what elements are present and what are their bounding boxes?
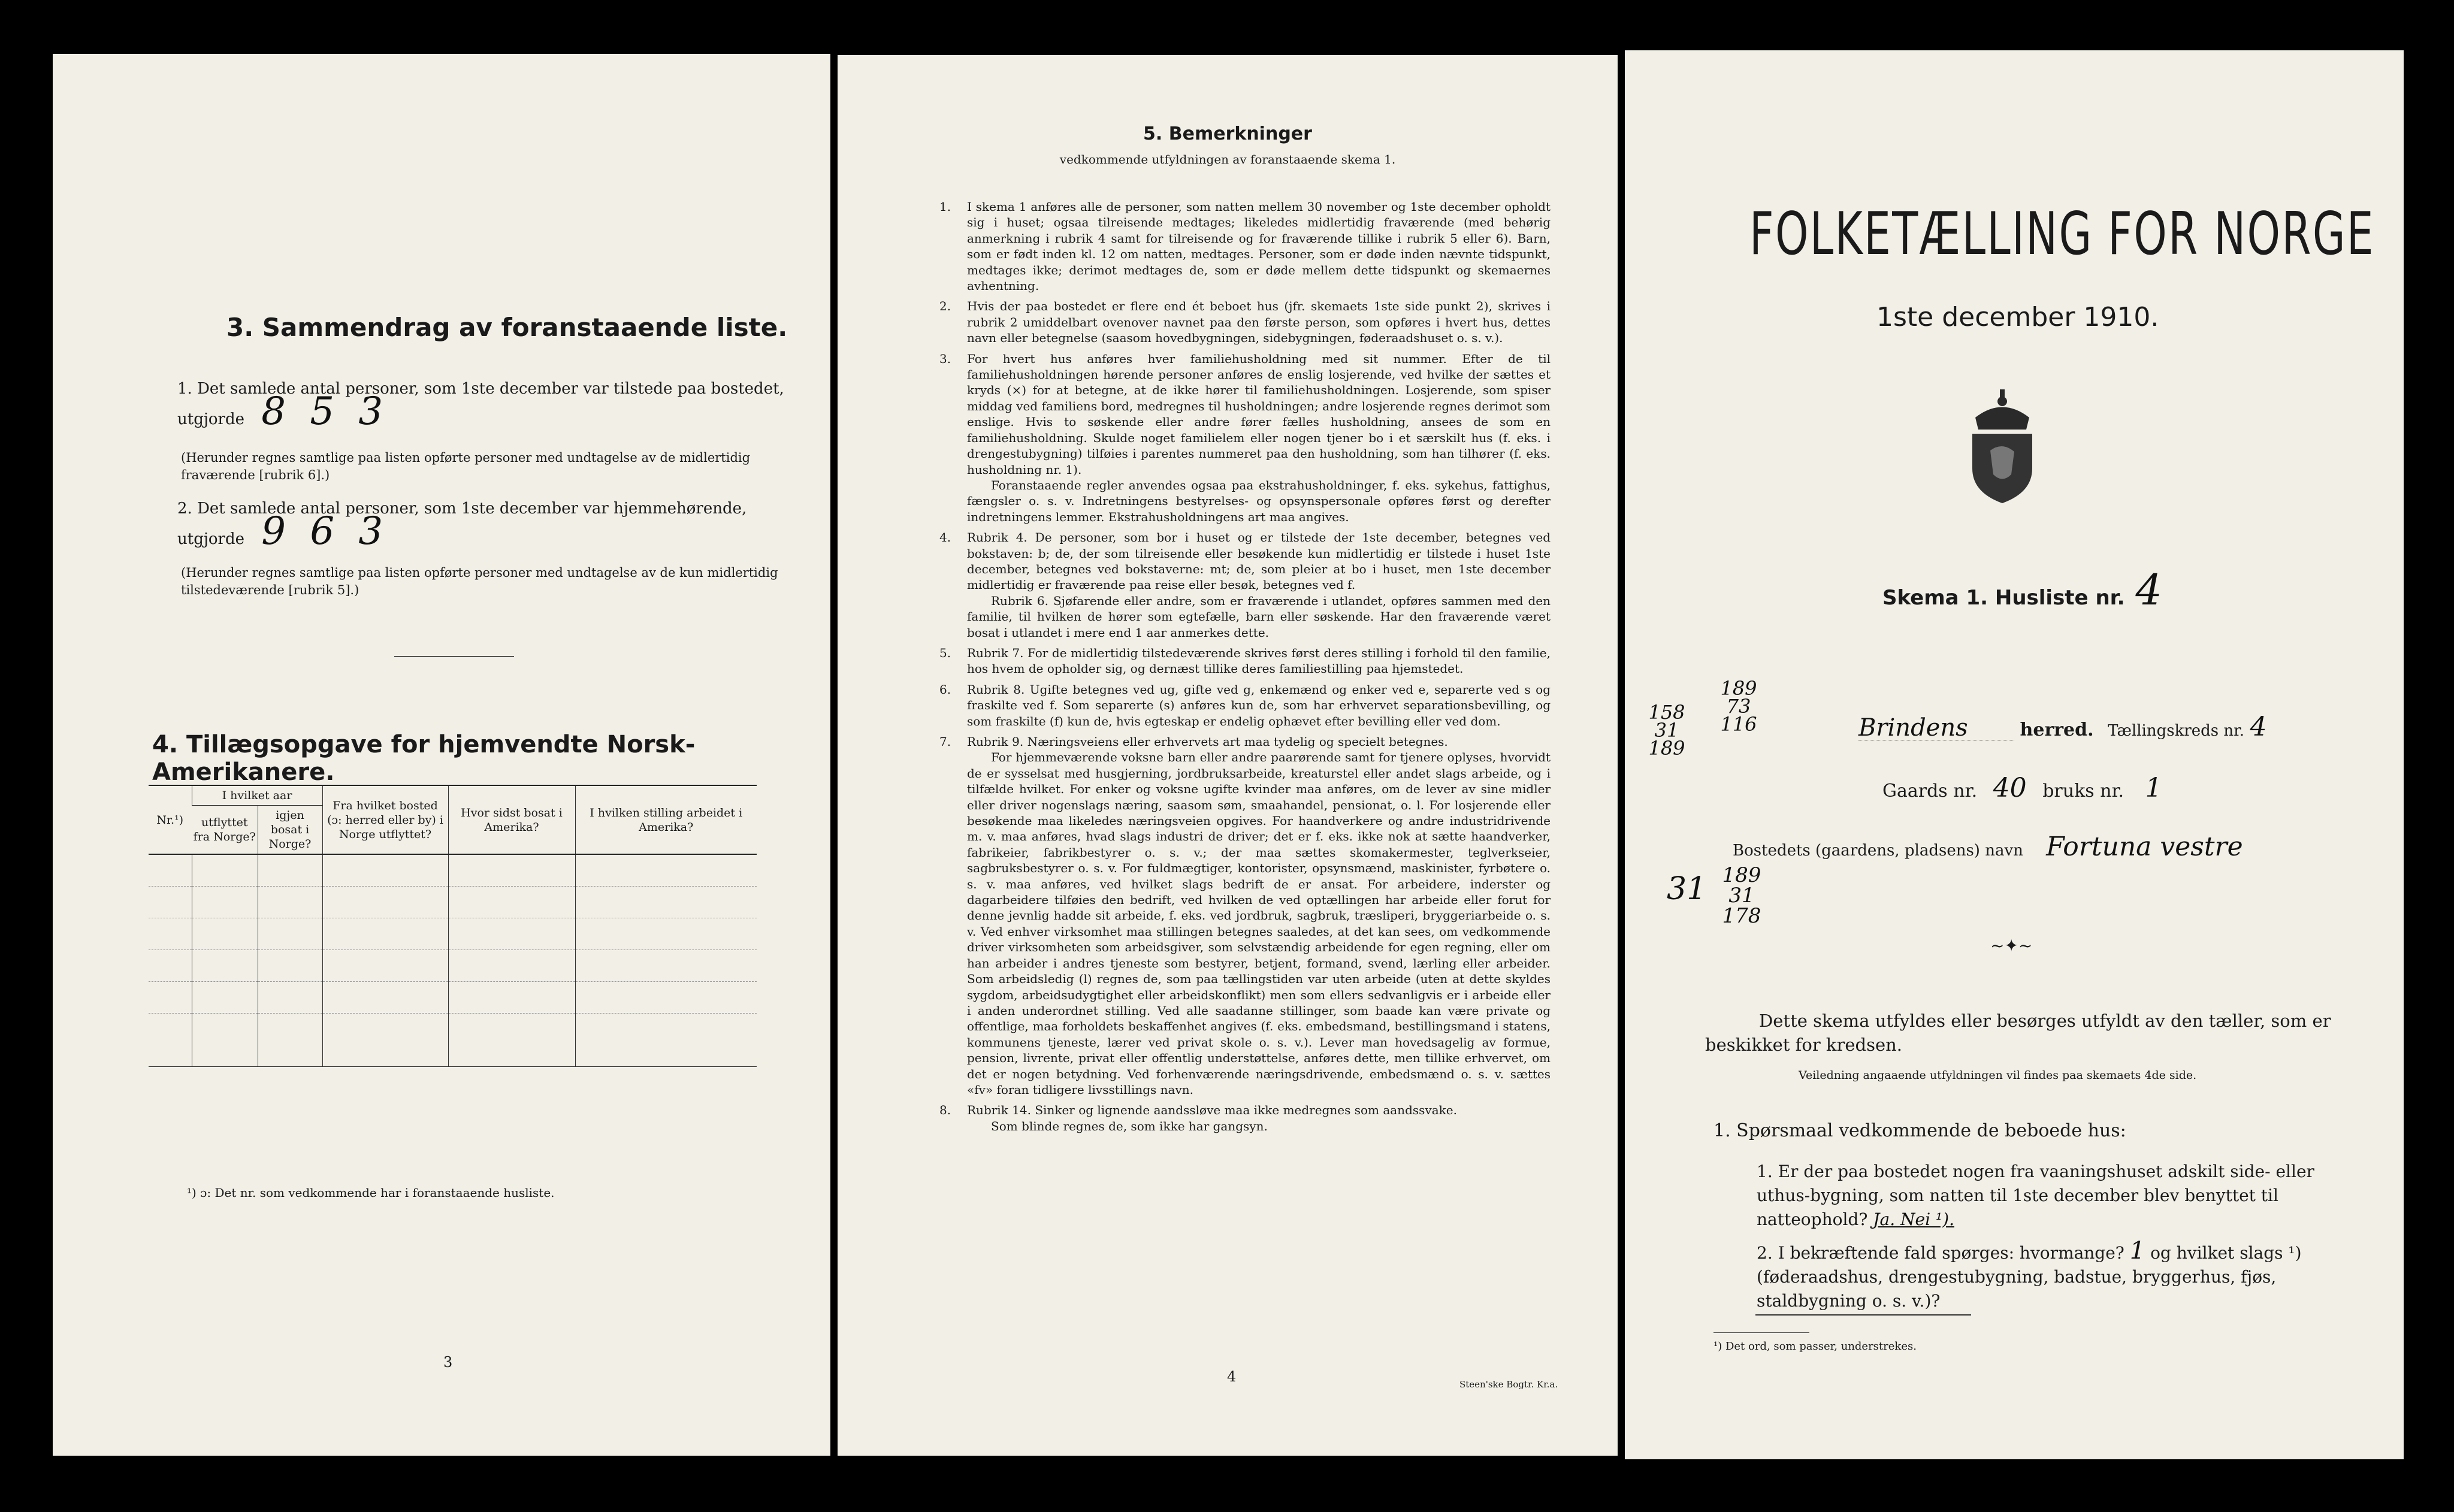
page-4-remarks	[838, 55, 1618, 1456]
remark-item	[939, 1102, 1551, 1134]
norwegian-american-table	[149, 785, 757, 1067]
gaards-line: Gaards nr. 40 bruks nr. 1	[1882, 776, 2362, 803]
bruks-value: 1	[2145, 773, 2162, 803]
page-number: 3	[443, 1354, 453, 1371]
printer-imprint: Steen'ske Bogtr. Kr.a.	[1459, 1379, 1558, 1390]
census-date: 1ste december 1910.	[1876, 302, 2159, 332]
cover-footnote: ¹) Det ord, som passer, understrekes.	[1713, 1340, 1917, 1353]
remark-text: Rubrik 14. Sinker og lignende aandssløve maa ikke medregnes som aandssvake.	[967, 1103, 1457, 1118]
table-row	[149, 1014, 757, 1067]
page-number: 4	[1227, 1368, 1237, 1385]
remark-number: 8.	[939, 1103, 951, 1118]
remarks-subtitle: vedkommende utfyldningen av foranstaaende skema 1.	[1059, 152, 1396, 167]
remark-text: For hvert hus anføres hver familiehusholdning med sit nummer. Efter de til familiehusholdningen hørende personer anføres de enslig losjerende, ved hvilke der sættes et kryds (×) for at betegne, at de ikke hører til familiehusholdningen. Losjerende, som spiser middag ved familiens bord, medregnes til husholdningen; andre losjerende regnes derimot som enslige. Hvis to søskende eller andre fører fælles husholdning, ansees de som en familiehusholdning. Skulde noget familielem eller nogen tjener bo i et særskilt hus (f. eks. i drengestubygning) tilføies i parentes nummeret paa den husholdning, som han tilhører (f. eks. husholdning nr. 1).	[967, 351, 1551, 477]
table-row	[149, 887, 757, 918]
remark-item	[939, 530, 1551, 640]
remark-text: Rubrik 7. For de midlertidig tilstedeværende skrives først deres stilling i forhold til den familie, hos hvem de opholder sig, og dernæst tillike deres familiestilling paa hjemstedet.	[967, 645, 1551, 676]
col-bosted: Fra hvilket bosted (ɔ: herred eller by) i Norge utflyttet?	[322, 786, 448, 854]
remark-text: Hvis der paa bostedet er flere end ét beboet hus (jfr. skemaets 1ste side punkt 2), skrives i rubrik 2 umiddelbart ovenover navnet paa den første person, som opføres i hvert hus, dettes navn eller betegnelse (saasom hovedbygningen, sidebygningen, føderaadshuset o. s. v.).	[967, 299, 1551, 346]
main-title: FOLKETÆLLING FOR NORGE	[1749, 200, 2375, 268]
margin-calc-1: 158 31 189	[1648, 701, 1685, 760]
col-stilling: I hvilken stilling arbeidet i Amerika?	[575, 786, 757, 854]
section-3-title: 3. Sammendrag av foranstaaende liste.	[226, 313, 788, 342]
remark-number: 3.	[939, 351, 951, 366]
summary-item-1	[177, 377, 812, 434]
remark-number: 6.	[939, 682, 951, 697]
remark-extra: Foranstaaende regler anvendes ogsaa paa ekstrahusholdninger, f. eks. sykehus, fattighus, fængsler o. s. v. Indretningens bestyrelses- og opsynspersonale opføres først og derefter indretningens lemmer. Ekstrahusholdningens art maa angives.	[967, 477, 1551, 524]
bosted-line: Bostedets (gaardens, pladsens) navn Fortuna vestre	[1733, 831, 2243, 862]
remark-item	[939, 298, 1551, 346]
bosted-value: Fortuna vestre	[2046, 831, 2243, 862]
herred-value: Brindens	[1858, 716, 2014, 740]
remark-text: Rubrik 8. Ugifte betegnes ved ug, gifte ved g, enkemænd og enker ved e, separerte ved s og fraskilte ved f. Som separerte (s) anføres kun de, som har erhvervet separationsbevilling, og som fraskilte (f) kun de, hvis egteskap er endelig ophævet efter bevilling eller ved dom.	[967, 682, 1551, 728]
remark-item	[939, 199, 1551, 294]
remark-extra: Rubrik 6. Sjøfarende eller andre, som er fraværende i utlandet, opføres sammen med den familie, til hvilken de hører som egtefælle, barn eller søskende. Har den fraværende været bosat i utlandet i mere end 1 aar anmerkes dette.	[967, 593, 1551, 640]
remark-text: I skema 1 anføres alle de personer, som natten mellem 30 november og 1ste december opholdt sig i huset; ogsaa tilreisende medtages; likeledes midlertidig fraværende (med behørig anmerkning i rubrik 4 samt for tilreisende og for fraværende tillike i rubrik 5 eller 6). Barn, som er født inden kl. 12 om natten, medtages. Personer, som er døde inden nævnte tidspunkt, medtages ikke; derimot medtages de, som er døde mellem dette tidspunkt og skemaernes avhentning.	[967, 199, 1551, 294]
col-nr: Nr.¹)	[156, 813, 184, 827]
divider	[394, 656, 514, 657]
remark-text: Rubrik 9. Næringsveiens eller erhvervets art maa tydelig og specielt betegnes.	[967, 734, 1448, 749]
remarks-list	[939, 199, 1551, 1139]
remark-number: 1.	[939, 199, 951, 214]
remarks-title: 5. Bemerkninger	[1143, 123, 1312, 144]
summary-item-1-text: 1. Det samlede antal personer, som 1ste december var tilstede paa bostedet, utgjorde	[177, 380, 784, 428]
kreds-value: 4	[2250, 712, 2267, 742]
guide-text: Veiledning angaaende utfyldningen vil findes paa skemaets 4de side.	[1799, 1069, 2197, 1082]
margin-calc-4: 189 31 178	[1722, 863, 1761, 928]
summary-item-1-value: 8 5 3	[261, 389, 389, 434]
footnote-rule	[1713, 1332, 1809, 1333]
cover-page	[1625, 50, 2404, 1459]
remark-text: Rubrik 4. De personer, som bor i huset og er tilstede der 1ste december, betegnes ved bokstaven: b; de, der som tilreisende eller besøkende kun midlertidig er tilstede i huset 1ste december, betegnes ved bokstaverne: mt; de, som pleier at bo i huset, men 1ste december midlertidig er fraværende paa reise eller besøk, betegnes ved f.	[967, 530, 1551, 592]
table-row	[149, 950, 757, 982]
table-row	[149, 982, 757, 1014]
schema-label: Skema 1. Husliste nr. 4	[1882, 566, 2162, 615]
table-row	[149, 855, 757, 887]
section-4-title: 4. Tillægsopgave for hjemvendte Norsk-Amerikanere.	[152, 731, 696, 786]
remark-number: 4.	[939, 530, 951, 545]
page-3-summary	[53, 54, 830, 1456]
remark-item	[939, 645, 1551, 677]
summary-item-1-note: (Herunder regnes samtlige paa listen opførte personer med undtagelse av de midlertidig fraværende [rubrik 6].)	[181, 450, 751, 482]
remark-item	[939, 682, 1551, 729]
margin-calc-2: 189 73 116	[1720, 677, 1757, 736]
remark-extra: Som blinde regnes de, som ikke har gangsyn.	[991, 1118, 1268, 1133]
remark-number: 7.	[939, 734, 951, 749]
summary-item-2-note: (Herunder regnes samtlige paa listen opførte personer med undtagelse av de kun midlertidig tilstedeværende [rubrik 5].)	[181, 566, 778, 597]
summary-item-2-value: 9 6 3	[261, 509, 389, 554]
question-2: 2. I bekræftende fald spørges: hvormange? 1 og hvilket slags ¹) (føderaadshus, drengestubygning, badstue, bryggerhus, fjøs, staldbygning o. s. v.)?	[1757, 1237, 2302, 1311]
table-footnote: ¹) ɔ: Det nr. som vedkommende har i foranstaaende husliste.	[187, 1186, 555, 1200]
underline-mark	[1755, 1290, 1971, 1316]
remark-extra: For hjemmeværende voksne barn eller andre paarørende samt for tjenere oplyses, hvorvidt de er sysselsat med husgjerning, jordbruksarbeide, kreaturstel eller andet slags arbeide, og i tilfælde hvilket. For enker og voksne ugifte kvinder maa anføres, om de lever av sine midler eller driver nogenslags næring, saasom søm, smaahandel, pensionat, o. l. For losjerende eller besøkende maa likeledes næringsveien opgives. For haandverkere og andre industridrivende m. v. maa anføres, hvad slags industri de driver; det er f. eks. ikke nok at sætte haandverker, fabrikeier, fabrikbestyrer o. s. v.; der maa sættes skomakermester, teglverkseier, sagbruksbestyrer o. s. v. For fuldmægtiger, kontorister, opsynsmænd, maskinister, fyrbøtere o. s. v. maa anføres, ved hvilket slags bedrift de er ansat. For arbeidere, inderster og dagarbeidere tilføies den bedrift, ved hvilken de ved optællingen har arbeide eller forut for denne jevnlig hadde sit arbeide, f. eks. ved jordbruk, sagbruk, træsliperi, bryggeriarbeide o. s. v. Ved enhver virksomhet maa stillingen betegnes saaledes, at det kan sees, om vedkommende driver virksomheten som arbeidsgiver, som selvstændig arbeidende for egen regning, eller om han arbeider i andres tjeneste som bestyrer, betjent, formand, svend, lærling eller arbeider. Som arbeidsledig (l) regnes de, som paa tællingstiden var uten arbeide (uten at dette skyldes sygdom, arbeidsudygtighet eller arbeidskonflikt) men som ellers sedvanligvis er i arbeide eller i anden underordnet stilling. Ved alle saadanne stillinger, som baade kan være private og offentlige, maa forholdets beskaffenhet angives (f. eks. embedsmand, bestillingsmand i statens, kommunens tjeneste, lærer ved privat skole o. s. v.). Lever man hovedsagelig av formue, pension, livrente, privat eller offentlig understøttelse, anføres dette, men tillike erhvervet, om det er nogen betydning. Ved forhenværende næringsdrivende, embedsmænd o. s. v. sættes «fv» foran tidligere livsstillings navn.	[967, 750, 1551, 1097]
col-utflyttet: utflyttet fra Norge?	[193, 816, 256, 843]
question-1-answer: Ja. Nei ¹).	[1873, 1209, 1954, 1229]
remark-item	[939, 734, 1551, 1097]
col-group-year: I hvilket aar	[192, 786, 322, 806]
husliste-number: 4	[2135, 566, 2162, 615]
question-1: 1. Er der paa bostedet nogen fra vaaningshuset adskilt side- eller uthus-bygning, som natten til 1ste december blev benyttet til natteophold? Ja. Nei ¹).	[1757, 1162, 2314, 1229]
instruction-text: Dette skema utfyldes eller besørges utfyldt av den tæller, som er beskikket for kredsen.	[1705, 1011, 2331, 1055]
col-igjen: igjen bosat i Norge?	[258, 806, 322, 855]
coat-of-arms-icon	[1963, 385, 2041, 507]
gaards-value: 40	[1993, 773, 2027, 803]
question-2-value: 1	[2129, 1237, 2145, 1265]
ornament-icon: ~✦~	[1990, 936, 2033, 955]
questions-heading: 1. Spørsmaal vedkommende de beboede hus:	[1713, 1120, 2126, 1141]
col-sidst: Hvor sidst bosat i Amerika?	[448, 786, 575, 854]
remark-number: 2.	[939, 299, 951, 314]
summary-item-2	[177, 497, 812, 554]
remark-item	[939, 351, 1551, 525]
summary-item-2-text: 2. Det samlede antal personer, som 1ste december var hjemmehørende, utgjorde	[177, 500, 747, 548]
remark-number: 5.	[939, 645, 951, 660]
table-row	[149, 918, 757, 950]
margin-calc-3: 31	[1667, 871, 1707, 907]
herred-line: Brindens herred. Tællingskreds nr. 4	[1858, 712, 2267, 742]
